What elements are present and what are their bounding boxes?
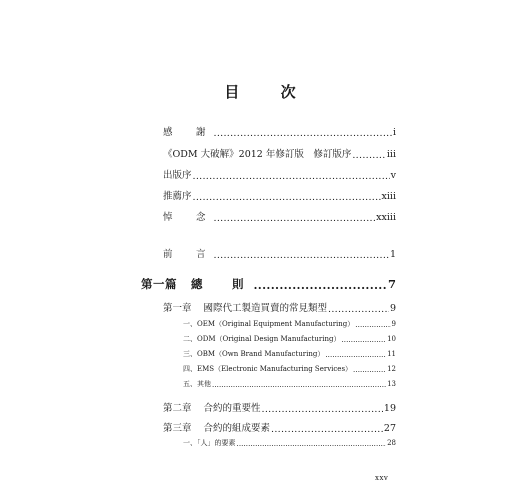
- toc-entry-page: xiii: [381, 191, 396, 202]
- toc-entry-foreword[interactable]: [163, 246, 396, 260]
- toc-chapter-name: 國際代工製造買賣的常見類型: [203, 303, 328, 314]
- dot-leader: [214, 213, 376, 223]
- toc-section-page: 28: [387, 439, 396, 447]
- toc-entry-label: 感 謝: [163, 127, 213, 138]
- dot-leader: [355, 321, 390, 328]
- dot-leader: [341, 336, 386, 343]
- dot-leader: [214, 250, 389, 260]
- toc-section-obm[interactable]: [183, 349, 396, 359]
- toc-entry-publisher-preface[interactable]: [163, 167, 396, 181]
- toc-entry-recommendation[interactable]: [163, 188, 396, 202]
- toc-chapter-prefix: 第一章: [163, 303, 192, 314]
- dot-leader: [214, 128, 392, 138]
- dot-leader: [193, 192, 381, 202]
- dot-leader: [262, 404, 383, 414]
- dot-leader: [271, 424, 383, 434]
- toc-part-name: 總 則: [191, 277, 253, 291]
- toc-entry-acknowledgements[interactable]: [163, 124, 396, 138]
- toc-part-label: [141, 276, 253, 292]
- toc-entry-page: xxiii: [376, 212, 396, 223]
- toc-chapter-page: 27: [383, 423, 396, 434]
- toc-chapter-label: [163, 300, 327, 314]
- dot-leader: [193, 171, 390, 181]
- toc-chapter-3[interactable]: [163, 420, 396, 434]
- toc-section-label: 一、「人」的要素: [183, 439, 236, 447]
- toc-section-label: 三、OBM（Own Brand Manufacturing）: [183, 350, 325, 358]
- dot-leader: [352, 150, 386, 160]
- toc-section-label: 一、OEM（Original Equipment Manufacturing）: [183, 320, 355, 328]
- dot-leader: [254, 278, 387, 290]
- dot-leader: [328, 304, 389, 314]
- toc-entry-label: 《ODM 大破解》2012 年修訂版 修訂版序: [163, 149, 352, 160]
- toc-entry-page: iii: [386, 149, 396, 160]
- dot-leader: [353, 366, 386, 373]
- toc-part-prefix: 第一篇: [141, 277, 177, 291]
- toc-entry-label: 前 言: [163, 249, 213, 260]
- toc-entry-page: v: [390, 170, 396, 181]
- page-title: 目 次: [224, 83, 314, 101]
- toc-chapter-1[interactable]: [163, 300, 396, 314]
- toc-chapter-prefix: 第二章: [163, 403, 192, 414]
- toc-chapter-name: 合約的重要性: [203, 403, 261, 414]
- toc-chapter-page: 19: [383, 403, 396, 414]
- toc-chapter-label: [163, 420, 270, 434]
- dot-leader: [237, 440, 387, 447]
- toc-section-page: 13: [387, 380, 396, 388]
- toc-chapter-2[interactable]: [163, 400, 396, 414]
- toc-chapter-name: 合約的組成要素: [203, 423, 271, 434]
- toc-part-page: 7: [387, 277, 396, 291]
- toc-entry-revised-preface[interactable]: [163, 146, 396, 160]
- toc-section-page: 12: [387, 365, 396, 373]
- toc-part-general[interactable]: [141, 276, 396, 292]
- toc-section-page: 9: [391, 320, 396, 328]
- toc-entry-label: 悼 念: [163, 212, 213, 223]
- dot-leader: [212, 381, 386, 388]
- toc-section-other[interactable]: [183, 379, 396, 389]
- page-number: xxv: [375, 474, 389, 482]
- dot-leader: [325, 351, 386, 358]
- toc-section-ems[interactable]: [183, 364, 396, 374]
- toc-chapter-label: [163, 400, 261, 414]
- toc-entry-page: i: [392, 127, 396, 138]
- toc-section-person[interactable]: [183, 438, 396, 448]
- toc-entry-label: 推薦序: [163, 191, 192, 202]
- toc-entry-page: 1: [389, 249, 396, 260]
- toc-chapter-prefix: 第三章: [163, 423, 192, 434]
- toc-chapter-page: 9: [389, 303, 396, 314]
- toc-section-odm[interactable]: [183, 334, 396, 344]
- toc-section-label: 二、ODM（Original Design Manufacturing）: [183, 335, 341, 343]
- toc-section-page: 11: [387, 350, 396, 358]
- toc-entry-memorial[interactable]: [163, 209, 396, 223]
- toc-section-label: 四、EMS（Electronic Manufacturing Services）: [183, 365, 353, 373]
- toc-section-label: 五、其他: [183, 380, 211, 388]
- toc-section-oem[interactable]: [183, 319, 396, 329]
- toc-section-page: 10: [387, 335, 396, 343]
- toc-entry-label: 出版序: [163, 170, 192, 181]
